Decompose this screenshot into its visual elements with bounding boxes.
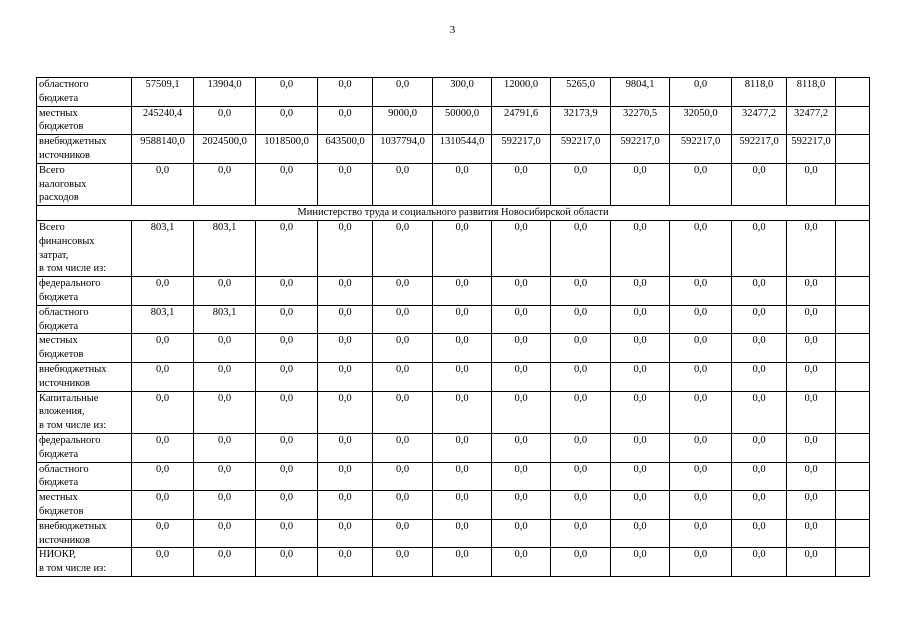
value-cell [836, 462, 870, 491]
table-row [37, 491, 870, 520]
value-cell: 0,0 [132, 462, 194, 491]
value-cell: 9588140,0 [132, 135, 194, 164]
value-cell: 0,0 [732, 277, 787, 306]
value-cell: 0,0 [551, 163, 611, 205]
page-number: 3 [449, 24, 456, 36]
value-cell: 0,0 [492, 491, 551, 520]
value-cell: 0,0 [670, 334, 732, 363]
section-heading: Министерство труда и социального развития Новосибирской области [37, 206, 870, 221]
value-cell: 803,1 [132, 220, 194, 276]
row-label: местных бюджетов [37, 106, 132, 135]
value-cell: 0,0 [551, 362, 611, 391]
value-cell: 0,0 [318, 305, 373, 334]
value-cell: 50000,0 [433, 106, 492, 135]
value-cell: 0,0 [492, 305, 551, 334]
table-row [37, 362, 870, 391]
row-label: федерального бюджета [37, 433, 132, 462]
value-cell: 0,0 [611, 433, 670, 462]
row-label: Всего налоговых расходов [37, 163, 132, 205]
value-cell: 0,0 [670, 491, 732, 520]
value-cell: 0,0 [194, 548, 256, 577]
value-cell: 0,0 [551, 334, 611, 363]
value-cell: 0,0 [433, 519, 492, 548]
value-cell: 0,0 [373, 491, 433, 520]
value-cell: 12000,0 [492, 78, 551, 107]
value-cell: 5265,0 [551, 78, 611, 107]
value-cell: 0,0 [256, 391, 318, 433]
value-cell: 0,0 [373, 78, 433, 107]
row-label: областного бюджета [37, 305, 132, 334]
table-row [37, 305, 870, 334]
value-cell [836, 491, 870, 520]
value-cell: 0,0 [551, 277, 611, 306]
value-cell: 0,0 [433, 305, 492, 334]
value-cell: 0,0 [551, 491, 611, 520]
value-cell: 0,0 [787, 277, 836, 306]
value-cell: 0,0 [732, 220, 787, 276]
value-cell: 0,0 [256, 78, 318, 107]
table-row [37, 462, 870, 491]
value-cell: 0,0 [492, 362, 551, 391]
value-cell: 1018500,0 [256, 135, 318, 164]
value-cell: 0,0 [256, 548, 318, 577]
table-row [37, 334, 870, 363]
value-cell: 245240,4 [132, 106, 194, 135]
value-cell: 0,0 [373, 362, 433, 391]
value-cell: 0,0 [433, 220, 492, 276]
value-cell: 592217,0 [670, 135, 732, 164]
value-cell: 0,0 [318, 334, 373, 363]
value-cell: 0,0 [132, 277, 194, 306]
table-row [37, 277, 870, 306]
value-cell [836, 391, 870, 433]
value-cell [836, 433, 870, 462]
value-cell: 0,0 [670, 519, 732, 548]
value-cell: 0,0 [256, 519, 318, 548]
value-cell: 0,0 [194, 163, 256, 205]
value-cell: 0,0 [611, 391, 670, 433]
value-cell [836, 519, 870, 548]
value-cell: 0,0 [732, 548, 787, 577]
row-label: федерального бюджета [37, 277, 132, 306]
row-label: НИОКР, в том числе из: [37, 548, 132, 577]
value-cell: 0,0 [132, 433, 194, 462]
value-cell: 0,0 [551, 519, 611, 548]
table-row [37, 391, 870, 433]
value-cell: 0,0 [611, 277, 670, 306]
value-cell: 0,0 [256, 163, 318, 205]
row-label: внебюджетных источников [37, 135, 132, 164]
value-cell: 0,0 [670, 462, 732, 491]
value-cell: 592217,0 [611, 135, 670, 164]
value-cell: 803,1 [194, 220, 256, 276]
value-cell: 0,0 [318, 78, 373, 107]
value-cell: 0,0 [433, 433, 492, 462]
value-cell: 0,0 [787, 334, 836, 363]
value-cell: 592217,0 [551, 135, 611, 164]
value-cell: 0,0 [318, 491, 373, 520]
table-row [37, 163, 870, 205]
value-cell: 0,0 [318, 220, 373, 276]
value-cell: 0,0 [373, 391, 433, 433]
value-cell: 0,0 [373, 334, 433, 363]
value-cell: 0,0 [787, 163, 836, 205]
value-cell: 0,0 [787, 491, 836, 520]
value-cell: 0,0 [732, 519, 787, 548]
value-cell: 0,0 [732, 163, 787, 205]
value-cell: 0,0 [732, 334, 787, 363]
value-cell: 0,0 [132, 491, 194, 520]
value-cell: 0,0 [787, 391, 836, 433]
value-cell: 0,0 [256, 305, 318, 334]
value-cell: 0,0 [132, 362, 194, 391]
value-cell: 0,0 [256, 220, 318, 276]
value-cell: 0,0 [318, 391, 373, 433]
value-cell: 57509,1 [132, 78, 194, 107]
value-cell: 0,0 [318, 362, 373, 391]
row-label: Всего финансовых затрат, в том числе из: [37, 220, 132, 276]
value-cell: 0,0 [611, 519, 670, 548]
value-cell: 0,0 [373, 277, 433, 306]
value-cell: 0,0 [256, 462, 318, 491]
value-cell [836, 78, 870, 107]
value-cell: 0,0 [670, 163, 732, 205]
value-cell: 0,0 [787, 433, 836, 462]
value-cell: 0,0 [551, 462, 611, 491]
value-cell: 0,0 [611, 220, 670, 276]
value-cell: 592217,0 [732, 135, 787, 164]
value-cell [836, 548, 870, 577]
value-cell: 0,0 [732, 491, 787, 520]
value-cell: 0,0 [611, 163, 670, 205]
section-row [37, 206, 870, 221]
value-cell: 0,0 [670, 433, 732, 462]
value-cell: 32050,0 [670, 106, 732, 135]
value-cell: 643500,0 [318, 135, 373, 164]
value-cell [836, 334, 870, 363]
value-cell: 0,0 [373, 220, 433, 276]
value-cell: 0,0 [492, 277, 551, 306]
value-cell: 0,0 [492, 548, 551, 577]
value-cell: 0,0 [132, 391, 194, 433]
value-cell: 0,0 [132, 334, 194, 363]
value-cell: 0,0 [787, 548, 836, 577]
row-label: местных бюджетов [37, 334, 132, 363]
value-cell: 0,0 [194, 362, 256, 391]
value-cell: 0,0 [433, 462, 492, 491]
value-cell: 803,1 [132, 305, 194, 334]
table-row [37, 433, 870, 462]
table-row [37, 220, 870, 276]
row-label: областного бюджета [37, 462, 132, 491]
value-cell: 0,0 [256, 277, 318, 306]
value-cell: 0,0 [373, 462, 433, 491]
value-cell: 300,0 [433, 78, 492, 107]
table-row [37, 135, 870, 164]
value-cell [836, 220, 870, 276]
row-label: внебюджетных источников [37, 519, 132, 548]
table-row [37, 78, 870, 107]
value-cell [836, 362, 870, 391]
value-cell: 8118,0 [787, 78, 836, 107]
value-cell: 0,0 [433, 548, 492, 577]
value-cell: 0,0 [492, 391, 551, 433]
value-cell: 0,0 [318, 462, 373, 491]
value-cell: 0,0 [670, 362, 732, 391]
value-cell: 0,0 [373, 163, 433, 205]
value-cell: 1037794,0 [373, 135, 433, 164]
value-cell: 0,0 [194, 433, 256, 462]
row-label: областного бюджета [37, 78, 132, 107]
value-cell: 0,0 [373, 433, 433, 462]
value-cell: 0,0 [318, 163, 373, 205]
value-cell: 0,0 [670, 548, 732, 577]
value-cell: 0,0 [732, 362, 787, 391]
value-cell: 0,0 [611, 491, 670, 520]
value-cell: 0,0 [551, 548, 611, 577]
value-cell: 0,0 [433, 491, 492, 520]
value-cell [836, 106, 870, 135]
value-cell: 0,0 [194, 519, 256, 548]
value-cell: 0,0 [611, 305, 670, 334]
value-cell: 0,0 [318, 519, 373, 548]
value-cell: 24791,6 [492, 106, 551, 135]
value-cell: 0,0 [433, 391, 492, 433]
value-cell: 0,0 [194, 491, 256, 520]
value-cell: 0,0 [433, 362, 492, 391]
row-label: внебюджетных источников [37, 362, 132, 391]
value-cell: 0,0 [194, 391, 256, 433]
row-label: местных бюджетов [37, 491, 132, 520]
row-label: Капитальные вложения, в том числе из: [37, 391, 132, 433]
value-cell: 8118,0 [732, 78, 787, 107]
value-cell: 0,0 [433, 163, 492, 205]
value-cell: 0,0 [670, 305, 732, 334]
value-cell: 0,0 [492, 334, 551, 363]
table-row [37, 106, 870, 135]
value-cell: 592217,0 [787, 135, 836, 164]
value-cell: 0,0 [256, 334, 318, 363]
table-row [37, 519, 870, 548]
value-cell: 0,0 [611, 362, 670, 391]
value-cell: 0,0 [551, 305, 611, 334]
value-cell: 0,0 [670, 391, 732, 433]
value-cell: 32270,5 [611, 106, 670, 135]
value-cell: 0,0 [670, 78, 732, 107]
value-cell: 9000,0 [373, 106, 433, 135]
value-cell: 0,0 [732, 305, 787, 334]
value-cell: 32477,2 [732, 106, 787, 135]
value-cell: 0,0 [492, 462, 551, 491]
value-cell: 592217,0 [492, 135, 551, 164]
table-body [37, 78, 870, 577]
value-cell: 0,0 [787, 305, 836, 334]
value-cell: 0,0 [194, 334, 256, 363]
value-cell: 0,0 [611, 548, 670, 577]
value-cell: 9804,1 [611, 78, 670, 107]
value-cell: 0,0 [194, 277, 256, 306]
value-cell: 0,0 [670, 220, 732, 276]
value-cell: 0,0 [492, 220, 551, 276]
value-cell: 0,0 [256, 433, 318, 462]
value-cell [836, 277, 870, 306]
value-cell: 13904,0 [194, 78, 256, 107]
value-cell: 1310544,0 [433, 135, 492, 164]
value-cell: 0,0 [132, 519, 194, 548]
value-cell: 0,0 [433, 277, 492, 306]
value-cell [836, 305, 870, 334]
value-cell: 0,0 [433, 334, 492, 363]
value-cell: 0,0 [256, 362, 318, 391]
value-cell: 0,0 [787, 519, 836, 548]
value-cell: 0,0 [670, 277, 732, 306]
value-cell: 0,0 [318, 548, 373, 577]
value-cell: 0,0 [492, 163, 551, 205]
value-cell: 0,0 [318, 433, 373, 462]
value-cell: 0,0 [132, 163, 194, 205]
value-cell: 0,0 [492, 519, 551, 548]
value-cell: 0,0 [373, 519, 433, 548]
value-cell: 0,0 [732, 462, 787, 491]
value-cell: 0,0 [318, 106, 373, 135]
value-cell: 0,0 [787, 362, 836, 391]
value-cell: 0,0 [787, 220, 836, 276]
value-cell: 0,0 [787, 462, 836, 491]
value-cell: 0,0 [132, 548, 194, 577]
value-cell: 0,0 [373, 548, 433, 577]
value-cell [836, 163, 870, 205]
value-cell: 803,1 [194, 305, 256, 334]
value-cell: 0,0 [318, 277, 373, 306]
value-cell: 32477,2 [787, 106, 836, 135]
value-cell: 0,0 [611, 334, 670, 363]
value-cell: 2024500,0 [194, 135, 256, 164]
value-cell: 0,0 [492, 433, 551, 462]
value-cell: 0,0 [373, 305, 433, 334]
value-cell: 0,0 [611, 462, 670, 491]
value-cell: 0,0 [256, 106, 318, 135]
budget-table [36, 77, 870, 577]
value-cell: 0,0 [256, 491, 318, 520]
value-cell: 0,0 [732, 433, 787, 462]
table-row [37, 548, 870, 577]
value-cell: 0,0 [732, 391, 787, 433]
value-cell: 32173,9 [551, 106, 611, 135]
value-cell: 0,0 [551, 433, 611, 462]
value-cell: 0,0 [551, 220, 611, 276]
value-cell: 0,0 [194, 106, 256, 135]
value-cell: 0,0 [551, 391, 611, 433]
value-cell [836, 135, 870, 164]
value-cell: 0,0 [194, 462, 256, 491]
